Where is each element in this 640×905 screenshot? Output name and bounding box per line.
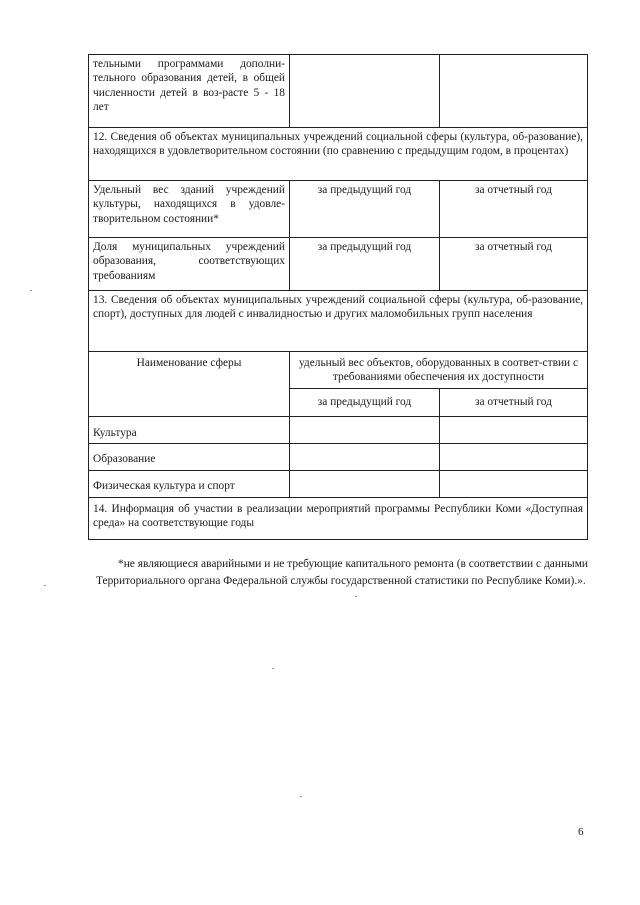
section-12-culture-report-year: за отчетный год — [439, 180, 588, 238]
top-continuation-report-year-value — [439, 54, 588, 128]
section-12-education-label: Доля муниципальных учреждений образования, соответствующих требованиям — [88, 237, 290, 291]
footnote: *не являющиеся аварийными и не требующие капитального ремонта (в соответствии с данными Территориального органа Федеральной службы государственной статистики по Республике Коми).». — [96, 558, 588, 587]
section-12-education-report-year: за отчетный год — [439, 237, 588, 291]
sphere-culture-report-year-value — [439, 416, 588, 444]
section-12-culture-buildings-label: Удельный вес зданий учреждений культуры, находящихся в удовле-творительном состоянии* — [88, 180, 290, 238]
sphere-culture-label: Культура — [88, 416, 290, 444]
section-13-heading: 13. Сведения об объектах муниципальных учреждений социальной сферы (культура, об-разование, спорт), доступных для людей с инвалидностью и других маломобильных групп населения — [88, 290, 588, 352]
scan-speck — [30, 290, 32, 291]
section-13-sphere-header: Наименование сферы — [88, 351, 290, 417]
top-continuation-prev-year-value — [289, 54, 440, 128]
section-12-culture-prev-year: за предыдущий год — [289, 180, 440, 238]
sphere-education-prev-year-value — [289, 443, 440, 471]
section-13-prev-year-header: за предыдущий год — [289, 388, 440, 417]
section-12-heading: 12. Сведения об объектах муниципальных учреждений социальной сферы (культура, об-разование), находящихся в удовлетворительном состоянии (по сравнению с предыдущим годом, в процентах) — [88, 127, 588, 181]
section-14-heading: 14. Информация об участии в реализации мероприятий программы Республики Коми «Доступная среда» на соответствующие годы — [88, 497, 588, 540]
sphere-education-label: Образование — [88, 443, 290, 471]
sphere-sport-prev-year-value — [289, 470, 440, 498]
sphere-education-report-year-value — [439, 443, 588, 471]
section-13-accessible-share-header: удельный вес объектов, оборудованных в соответ-ствии с требованиями обеспечения их доступности — [289, 351, 588, 389]
section-12-education-prev-year: за предыдущий год — [289, 237, 440, 291]
scan-speck — [272, 668, 274, 669]
scan-speck — [355, 596, 357, 597]
section-13-report-year-header: за отчетный год — [439, 388, 588, 417]
sphere-sport-label: Физическая культура и спорт — [88, 470, 290, 498]
page-number: 6 — [578, 826, 584, 838]
scan-speck — [44, 585, 46, 586]
sphere-culture-prev-year-value — [289, 416, 440, 444]
sphere-sport-report-year-value — [439, 470, 588, 498]
indicators-table — [88, 54, 588, 540]
scan-speck — [300, 796, 302, 797]
top-continuation-label: тельными программами дополни-тельного образования детей, в общей численности детей в воз-расте 5 - 18 лет — [88, 54, 290, 128]
